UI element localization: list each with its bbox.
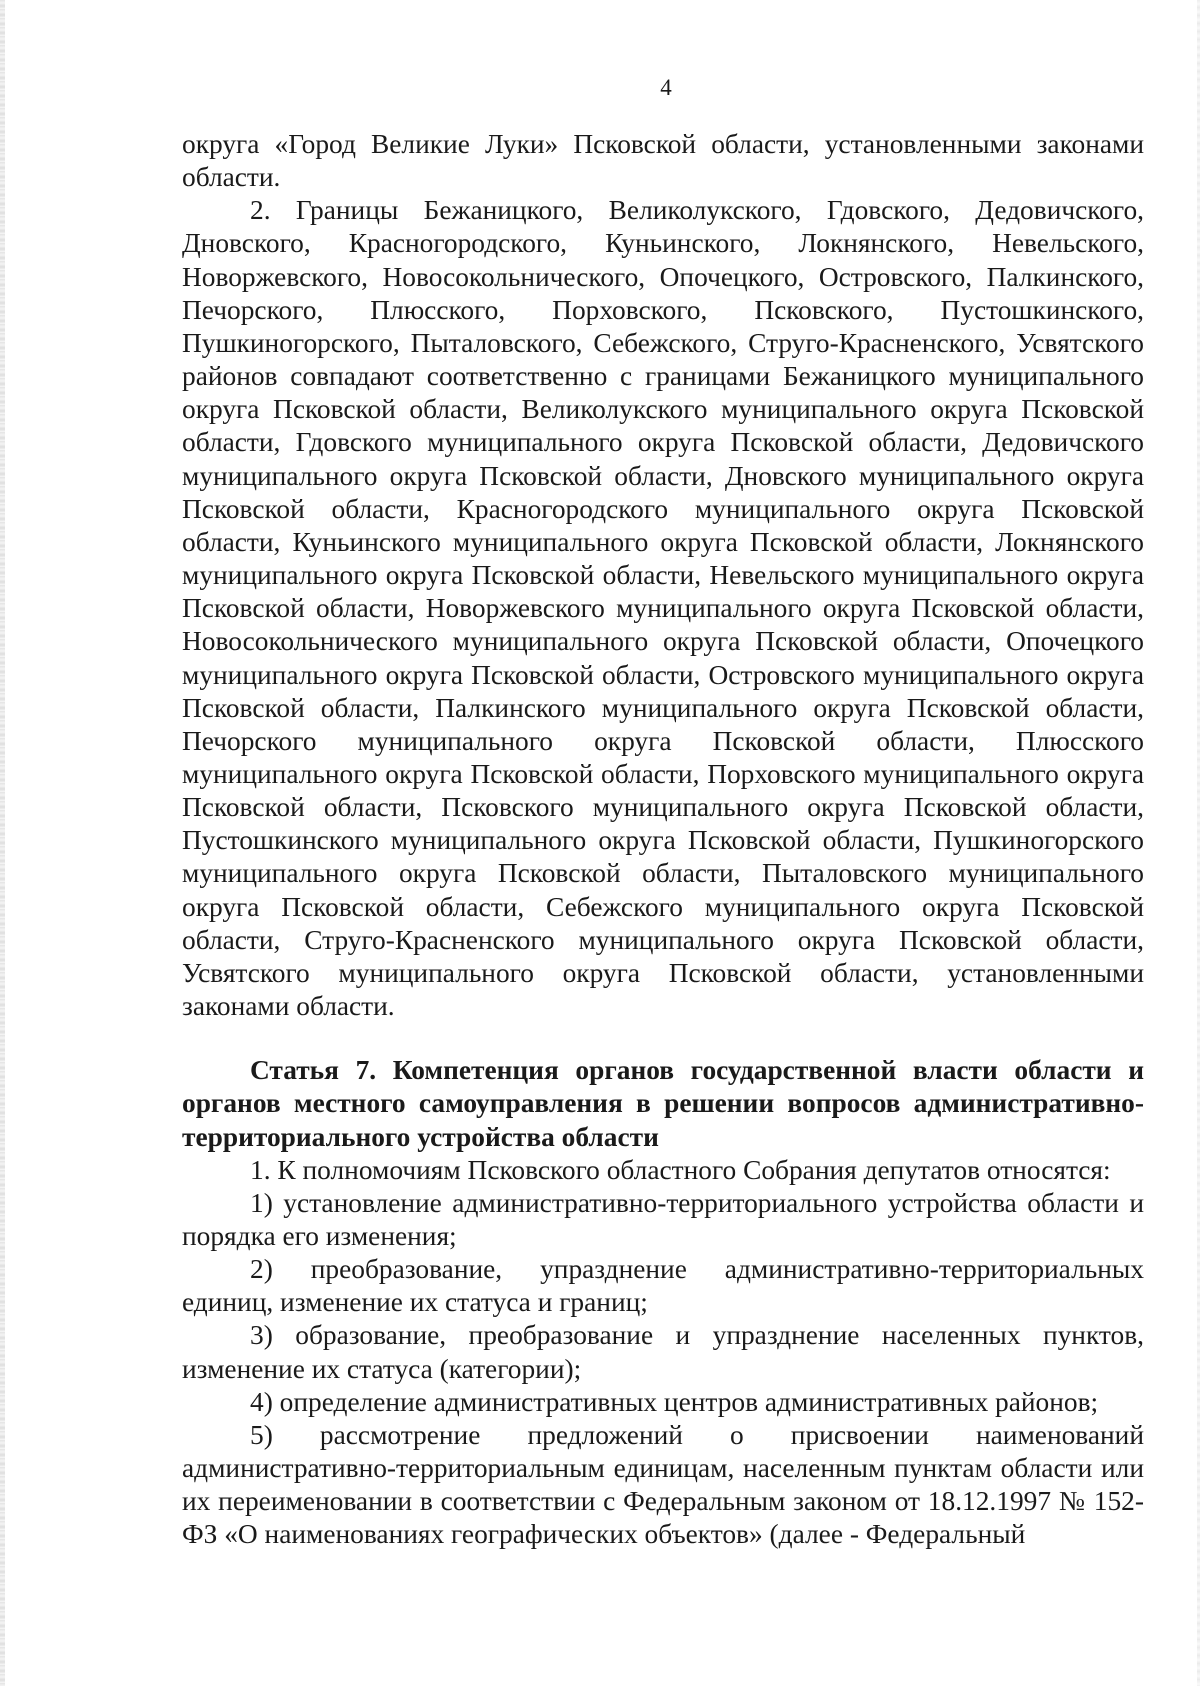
list-item-1: 1) установление административно-территориального устройства области и порядка его изменения;: [182, 1187, 1144, 1251]
list-item-3: 3) образование, преобразование и упразднение населенных пунктов, изменение их статуса (категории);: [182, 1320, 1144, 1384]
paragraph-powers-intro: 1. К полномочиям Псковского областного Собрания депутатов относятся:: [250, 1154, 1111, 1185]
paragraph-2-boundaries: 2. Границы Бежаницкого, Великолукского, Гдовского, Дедовичского, Дновского, Красногородского, Куньинского, Локнянского, Невельского, Новоржевского, Новосокольнического, Опочецкого, Островского, Палкинского, Печорского, Плюсского, Порховского, Псковского, Пустошкинского, Пушкиногорского, Пыталовского, Себежского, Струго-Красненского, Усвятского районов совпадают соответственно с границами Бежаницкого муниципального округа Псковской области, Великолукского муниципального округа Псковской области, Гдовского муниципального округа Псковской области, Дедовичского муниципального округа Псковской области, Дновского муниципального округа Псковской области, Красногородского муниципального округа Псковской области, Куньинского муниципального округа Псковской области, Локнянского муниципального округа Псковской области, Невельского муниципального округа Псковской области, Новоржевского муниципального округа Псковской области, Новосокольнического муниципального округа Псковской области, Опочецкого муниципального округа Псковской области, Островского муниципального округа Псковской области, Палкинского муниципального округа Псковской области, Печорского муниципального округа Псковской области, Плюсского муниципального округа Псковской области, Порховского муниципального округа Псковской области, Псковского муниципального округа Псковской области, Пустошкинского муниципального округа Псковской области, Пушкиногорского муниципального округа Псковской области, Пыталовского муниципального округа Псковской области, Себежского муниципального округа Псковской области, Струго-Красненского муниципального округа Псковской области, Усвятского муниципального округа Псковской области, установленными законами области.: [182, 195, 1144, 1022]
paragraph-continuation: округа «Город Великие Луки» Псковской области, установленными законами области.: [182, 129, 1144, 193]
page-number: 4: [660, 75, 672, 100]
list-item-5: 5) рассмотрение предложений о присвоении наименований административно-территориальным единицам, населенным пунктам области или их переименовании в соответствии с Федеральным законом от 18.12.1997 № 152-ФЗ «О наименованиях географических объектов» (далее - Федеральный: [182, 1419, 1144, 1550]
document-body: [182, 128, 1144, 1552]
article-7-heading: Статья 7. Компетенция органов государственной власти области и органов местного самоуправления в решении вопросов административно-территориального устройства области: [182, 1055, 1144, 1152]
section-gap: [182, 1023, 1144, 1054]
scan-edge-left: [0, 0, 5, 1686]
list-item-4: 4) определение административных центров административных районов;: [250, 1386, 1099, 1417]
list-item-2: 2) преобразование, упразднение административно-территориальных единиц, изменение их статуса и границ;: [182, 1254, 1144, 1318]
